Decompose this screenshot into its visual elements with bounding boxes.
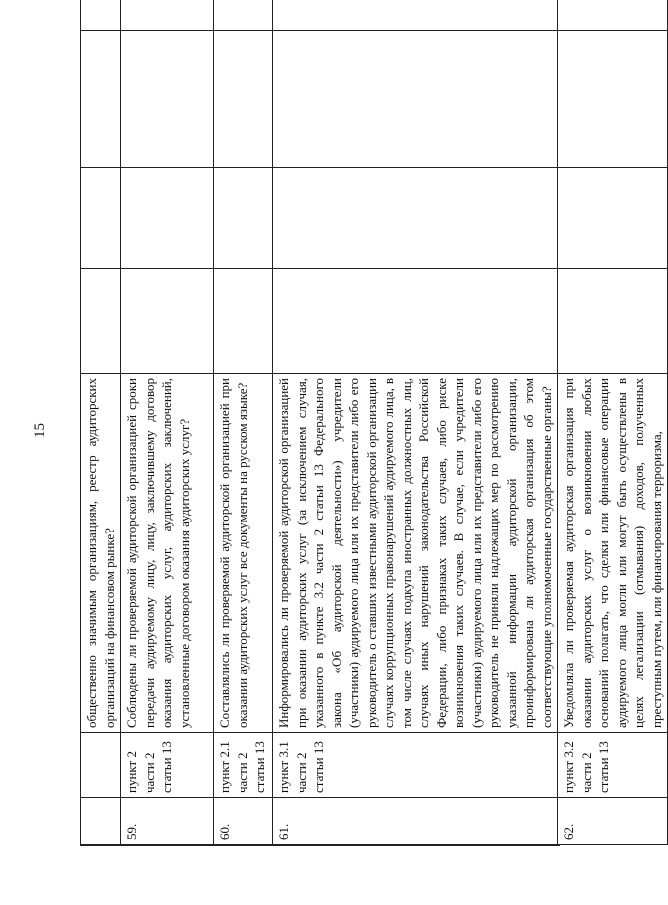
legal-reference-cell: пункт 2 части 2 статьи 13 [121,733,214,798]
legal-reference-cell: пункт 3.1 части 2 статьи 13 [273,733,558,798]
question-text: Соблюдены ли проверяемой аудиторской организацией сроки передачи аудируемому лицу, лицу, заключившему договор оказания аудиторских услуг, аудиторских заключений, установленные договором оказания аудиторских услуг? [124,378,192,728]
note-cell [214,0,273,31]
table-row [558,0,668,845]
question-text: Уведомляла ли проверяемая аудиторская организация при оказании аудиторских услуг о возникновении любых оснований полагать, что сделки или финансовые операции аудируемого лица могли или могут быть осуществлены в целях легализации (отмывания) доходов, полученных преступным путем, или финансирования терроризма, [561,378,664,728]
note-cell [273,0,558,31]
note-cell [558,0,668,31]
question-text: Составлялись ли проверяемой аудиторской организацией при оказании аудиторских услуг все документы на русском языке? [217,378,250,728]
answer-cell [214,168,273,269]
question-text: общественно значимым организациям, реестр аудиторских организаций на финансовом рынке? [84,378,117,728]
row-number-cell: 61. [273,798,558,845]
legal-reference-cell: пункт 2.1 части 2 статьи 13 [214,733,273,798]
question-cell [214,374,273,733]
answer-cell [214,269,273,374]
answer-cell [121,31,214,168]
checklist-table [80,0,668,845]
row-number-cell: 60. [214,798,273,845]
row-number-cell: 59. [121,798,214,845]
note-cell [81,0,121,31]
question-cell [121,374,214,733]
note-cell [121,0,214,31]
page-number: 15 [32,423,48,438]
question-cell [558,374,668,733]
legal-reference-cell: пункт 3.2 части 2 статьи 13 [558,733,668,798]
table-row [273,0,558,845]
checklist-table-frame [80,52,664,846]
answer-cell [121,168,214,269]
table-row [81,0,121,845]
answer-cell [273,269,558,374]
answer-cell [121,269,214,374]
question-cell [273,374,558,733]
table-row [214,0,273,845]
row-number-cell: 62. [558,798,668,845]
answer-cell [81,269,121,374]
answer-cell [214,31,273,168]
question-text: Информировались ли проверяемой аудиторской организацией при оказании аудиторских услуг (за исключением случая, указанного в пункте 3.2 части 2 статьи 13 Федерального закона «Об аудиторской деятельности») учредители (участники) аудируемого лица или их представители либо его руководитель о ставших известными аудиторской организации случаях коррупционных правонарушений аудируемого лица, в том числе случаях подкупа иностранных должностных лиц, случаях иных нарушений законодательства Российской Федерации, либо признаках таких случаев, либо риске возникновения таких случаев. В случае, если учредители (участники) аудируемого лица или их представители либо его руководитель не приняли надлежащих мер по рассмотрению указанной информации аудиторской организации, проинформирована ли аудиторская организация об этом соответствующие уполномоченные государственные органы? [276,378,554,728]
answer-cell [81,31,121,168]
answer-cell [558,168,668,269]
question-cell [81,374,121,733]
row-number-cell [81,798,121,845]
answer-cell [558,31,668,168]
table-row [121,0,214,845]
answer-cell [81,168,121,269]
answer-cell [273,31,558,168]
legal-reference-cell [81,733,121,798]
answer-cell [558,269,668,374]
answer-cell [273,168,558,269]
